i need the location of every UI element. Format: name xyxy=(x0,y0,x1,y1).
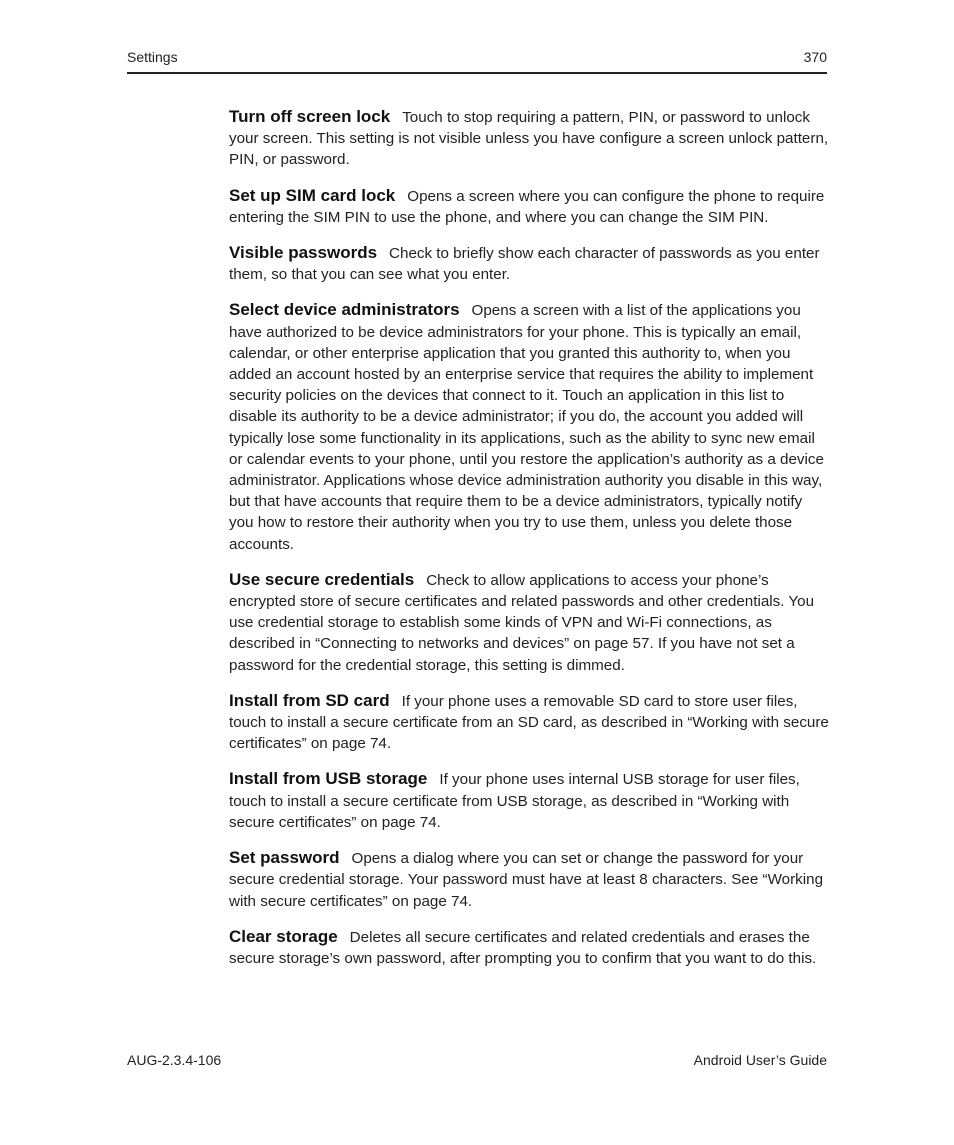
entry-description: If your phone uses internal USB storage for user files, touch to install a secure certificate from USB storage, as described in “Working with secure certificates” on page 74. xyxy=(229,771,800,831)
entry-select-device-administrators xyxy=(229,299,829,554)
document-title: Android User’s Guide xyxy=(693,1052,827,1068)
entry-description: Opens a dialog where you can set or change the password for your secure credential storage. Your password must have at least 8 characters. See “Working with secure certificates” on page 74. xyxy=(229,850,824,910)
entry-term: Visible passwords xyxy=(229,243,378,263)
entry-description: Opens a screen with a list of the applications you have authorized to be device administrators for your phone. This is typically an email, calendar, or other enterprise application that you granted this authority to, when you added an account hosted by an enterprise service that requires the ability to implement security policies on the devices that connect to it. Touch an application in this list to disable its authority to be a device administrator; if you do, the account you added will typically lose some functionality in its applications, such as the ability to sync new email or calendar events to your phone, until you restore the application’s authority as a device administrator. Applications whose device administration authority you disable in this way, but that have accounts that require them to be a device administrators, typically notify you how to restore their authority when you try to use them, unless you delete those accounts. xyxy=(229,302,824,553)
page-number: 370 xyxy=(803,49,827,65)
entry-term: Set password xyxy=(229,848,340,868)
entry-term: Turn off screen lock xyxy=(229,107,391,126)
entry-visible-passwords xyxy=(229,242,829,285)
entry-term: Install from SD card xyxy=(229,690,390,710)
entry-description: Check to allow applications to access your phone’s encrypted store of secure certificates and related passwords and other credentials. You use credential storage to establish some kinds of VPN and Wi-Fi connections, as described in “Connecting to networks and devices” on page 57. If you have not set a password for the credential storage, this setting is dimmed. xyxy=(229,571,815,674)
entry-install-from-usb-storage xyxy=(229,768,829,833)
entry-set-password xyxy=(229,847,829,912)
entry-install-from-sd-card xyxy=(229,690,829,755)
entry-set-up-sim-card-lock xyxy=(229,185,829,228)
entry-turn-off-screen-lock xyxy=(229,106,829,171)
entry-description: Opens a screen where you can configure the phone to require entering the SIM PIN to use the phone, and where you can change the SIM PIN. xyxy=(229,187,825,226)
page-header xyxy=(127,48,827,74)
entry-term: Select device administrators xyxy=(229,300,460,320)
entry-description: Deletes all secure certificates and related credentials and erases the secure storage’s own password, after prompting you to confirm that you want to do this. xyxy=(229,928,817,967)
entry-description: If your phone uses a removable SD card to store user files, touch to install a secure certificate from an SD card, as described in “Working with secure certificates” on page 74. xyxy=(229,692,829,753)
entry-term: Use secure credentials xyxy=(229,569,415,589)
settings-entries xyxy=(229,106,829,983)
entry-use-secure-credentials xyxy=(229,569,829,676)
document-id: AUG-2.3.4-106 xyxy=(127,1052,222,1068)
entry-term: Clear storage xyxy=(229,926,338,946)
entry-clear-storage xyxy=(229,926,829,969)
entry-term: Install from USB storage xyxy=(229,769,428,789)
entry-term: Set up SIM card lock xyxy=(229,185,396,205)
section-name: Settings xyxy=(127,49,178,65)
entry-description: Touch to stop requiring a pattern, PIN, or password to unlock your screen. This setting is not visible unless you have configure a screen unlock pattern, PIN, or password. xyxy=(229,109,829,169)
page-footer xyxy=(127,1052,827,1072)
entry-description: Check to briefly show each character of passwords as you enter them, so that you can see what you enter. xyxy=(229,245,820,284)
